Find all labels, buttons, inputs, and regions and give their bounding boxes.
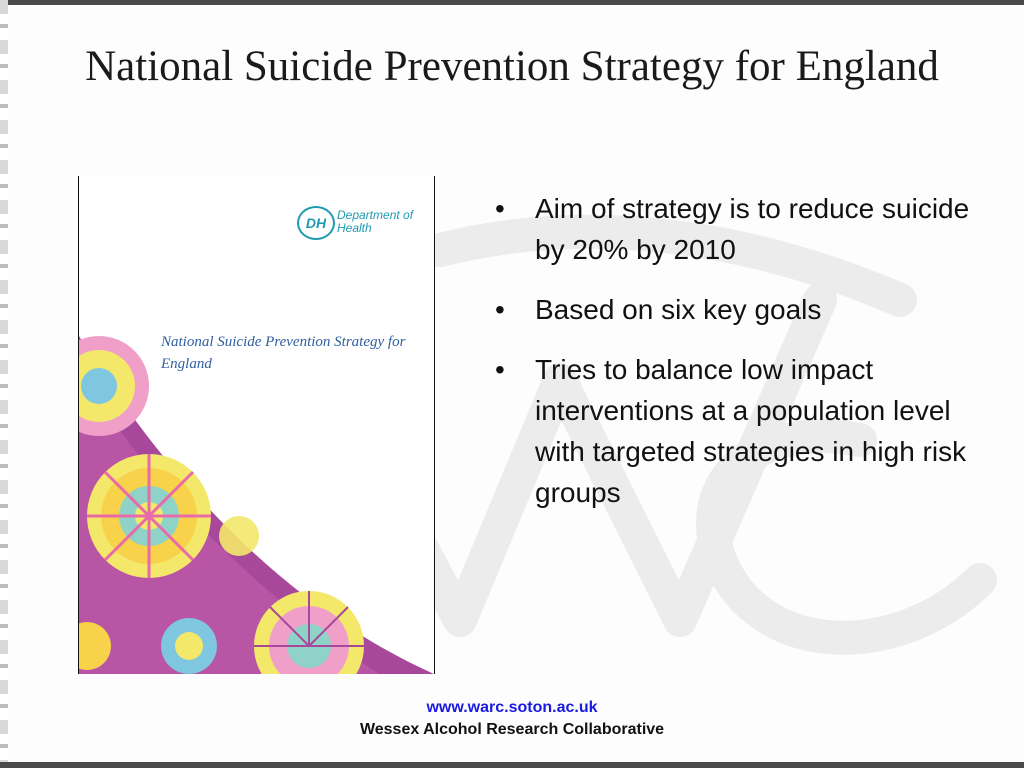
bullet-text: Tries to balance low impact interventions at a population level with targeted strategies in high risk groups [535, 354, 967, 508]
bullet-item [490, 188, 980, 270]
cover-floral-artwork [79, 176, 434, 674]
bullet-marker: • [495, 354, 505, 385]
bullet-marker: • [495, 193, 505, 224]
slide-title: National Suicide Prevention Strategy for England [85, 43, 939, 90]
bullet-text: Based on six key goals [535, 294, 822, 325]
bottom-border [0, 762, 1024, 768]
bullet-item [490, 289, 980, 330]
footer [0, 697, 1024, 741]
department-of-health-logo [297, 206, 414, 246]
bullet-item [490, 349, 980, 513]
dh-logo-text: Department of Health [337, 208, 414, 235]
bullet-marker: • [495, 294, 505, 325]
footer-url-link[interactable]: www.warc.soton.ac.uk [426, 699, 598, 716]
cover-title: National Suicide Prevention Strategy for England [161, 334, 406, 372]
dh-logo-mark: DH [297, 206, 335, 240]
bullet-list [490, 188, 980, 532]
bullet-text: Aim of strategy is to reduce suicide by 20% by 2010 [535, 193, 970, 265]
strategy-cover-image [78, 176, 435, 674]
footer-organization: Wessex Alcohol Research Collaborative [359, 721, 665, 738]
